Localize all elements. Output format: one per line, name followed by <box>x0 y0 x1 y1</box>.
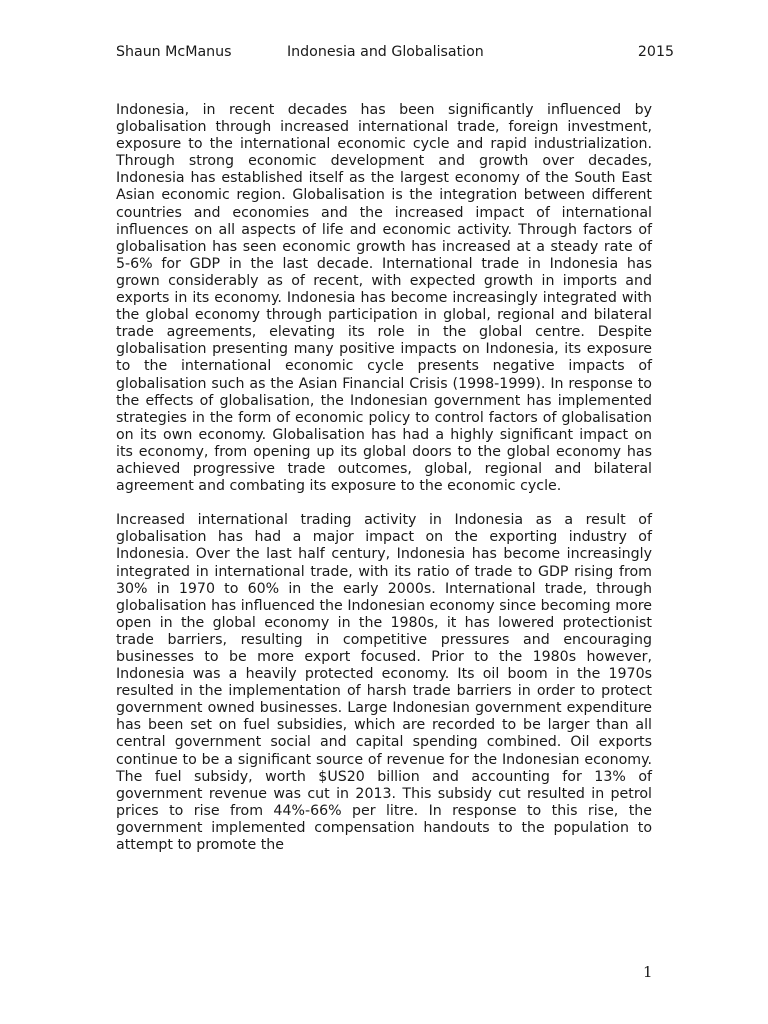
paragraph-international-trade: Increased international trading activity in Indonesia as a result of globalisation has had a major impact on the exporting industry of Indonesia. Over the last half century, Indonesia has become increasingly integrated in international trade, with its ratio of trade to GDP rising from 30% in 1970 to 60% in the early 2000s. International trade, through globalisation has influenced the Indonesian economy since becoming more open in the global economy in the 1980s, it has lowered protectionist trade barriers, resulting in competitive pressures and encouraging businesses to be more export focused. Prior to the 1980s however, Indonesia was a heavily protected economy. Its oil boom in the 1970s resulted in the implementation of harsh trade barriers in order to protect government owned businesses. Large Indonesian government expenditure has been set on fuel subsidies, which are recorded to be larger than all central government social and capital spending combined. Oil exports continue to be a significant source of revenue for the Indonesian economy. The fuel subsidy, worth $US20 billion and accounting for 13% of government revenue was cut in 2013. This subsidy cut resulted in petrol prices to rise from 44%-66% per litre. In response to this rise, the government implemented compensation handouts to the population to attempt to promote the <box>116 512 652 854</box>
document-body <box>116 102 652 871</box>
header-author: Shaun McManus <box>116 44 232 60</box>
header-title: Indonesia and Globalisation <box>287 44 484 60</box>
page-number: 1 <box>643 963 653 981</box>
page-header <box>116 42 674 62</box>
header-year: 2015 <box>637 44 674 60</box>
paragraph-intro: Indonesia, in recent decades has been significantly influenced by globalisation through increased international trade, foreign investment, exposure to the international economic cycle and rapid industrialization. Through strong economic development and growth over decades, Indonesia has established itself as the largest economy of the South East Asian economic region. Globalisation is the integration between different countries and economies and the increased impact of international influences on all aspects of life and economic activity. Through factors of globalisation has seen economic growth has increased at a steady rate of 5-6% for GDP in the last decade. International trade in Indonesia has grown considerably as of recent, with expected growth in imports and exports in its economy. Indonesia has become increasingly integrated with the global economy through participation in global, regional and bilateral trade agreements, elevating its role in the global centre. Despite globalisation presenting many positive impacts on Indonesia, its exposure to the international economic cycle presents negative impacts of globalisation such as the Asian Financial Crisis (1998-1999). In response to the effects of globalisation, the Indonesian government has implemented strategies in the form of economic policy to control factors of globalisation on its own economy. Globalisation has had a highly significant impact on its economy, from opening up its global doors to the global economy has achieved progressive trade outcomes, global, regional and bilateral agreement and combating its exposure to the economic cycle. <box>116 102 652 495</box>
